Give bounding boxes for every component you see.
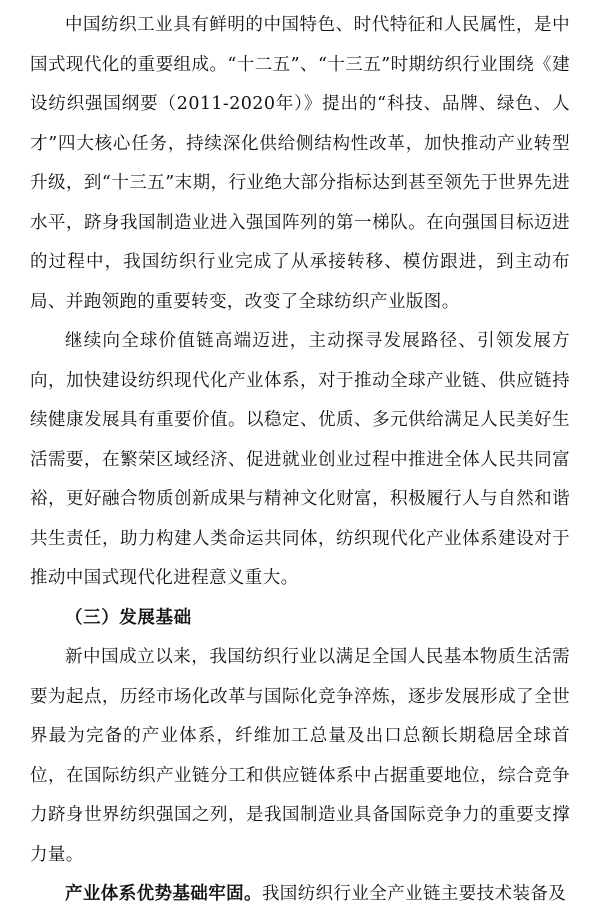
paragraph-4-lead: 产业体系优势基础牢固。 xyxy=(65,884,262,904)
paragraph-4 xyxy=(30,875,570,915)
paragraph-3: 新中国成立以来，我国纺织行业以满足全国人民基本物质生活需要为起点，历经市场化改革与国际化竞争淬炼，逐步发展形成了全世界最为完备的产业体系，纤维加工总量及出口总额长期稳居全球首位，在国际纺织产业链分工和供应链体系中占据重要地位，综合竞争力跻身世界纺织强国之列，是我国制造业具备国际竞争力的重要支撑力量。 xyxy=(30,647,570,865)
paragraph-2: 继续向全球价值链高端迈进，主动探寻发展路径、引领发展方向，加快建设纺织现代化产业体系，对于推动全球产业链、供应链持续健康发展具有重要价值。以稳定、优质、多元供给满足人民美好生活需要，在繁荣区域经济、促进就业创业过程中推进全体人民共同富裕，更好融合物质创新成果与精神文化财富，积极履行人与自然和谐共生责任，助力构建人类命运共同体，纺织现代化产业体系建设对于推动中国式现代化进程意义重大。 xyxy=(30,331,570,588)
section-heading: （三）发展基础 xyxy=(65,607,192,628)
paragraph-1: 中国纺织工业具有鲜明的中国特色、时代特征和人民属性，是中国式现代化的重要组成。“十二五”、“十三五”时期纺织行业围绕《建设纺织强国纲要（2011-2020年）》提出的“科技、品牌、绿色、人才”四大核心任务，持续深化供给侧结构性改革，加快推动产业转型升级，到“十三五”末期，行业绝大部分指标达到甚至领先于世界先进水平，跻身我国制造业进入强国阵列的第一梯队。在向强国目标迈进的过程中，我国纺织行业完成了从承接转移、模仿跟进，到主动布局、并跑领跑的重要转变，改变了全球纺织产业版图。 xyxy=(30,15,570,312)
paragraph-4-text: 我国纺织行业全产业链主要技术装备及 xyxy=(261,884,567,904)
